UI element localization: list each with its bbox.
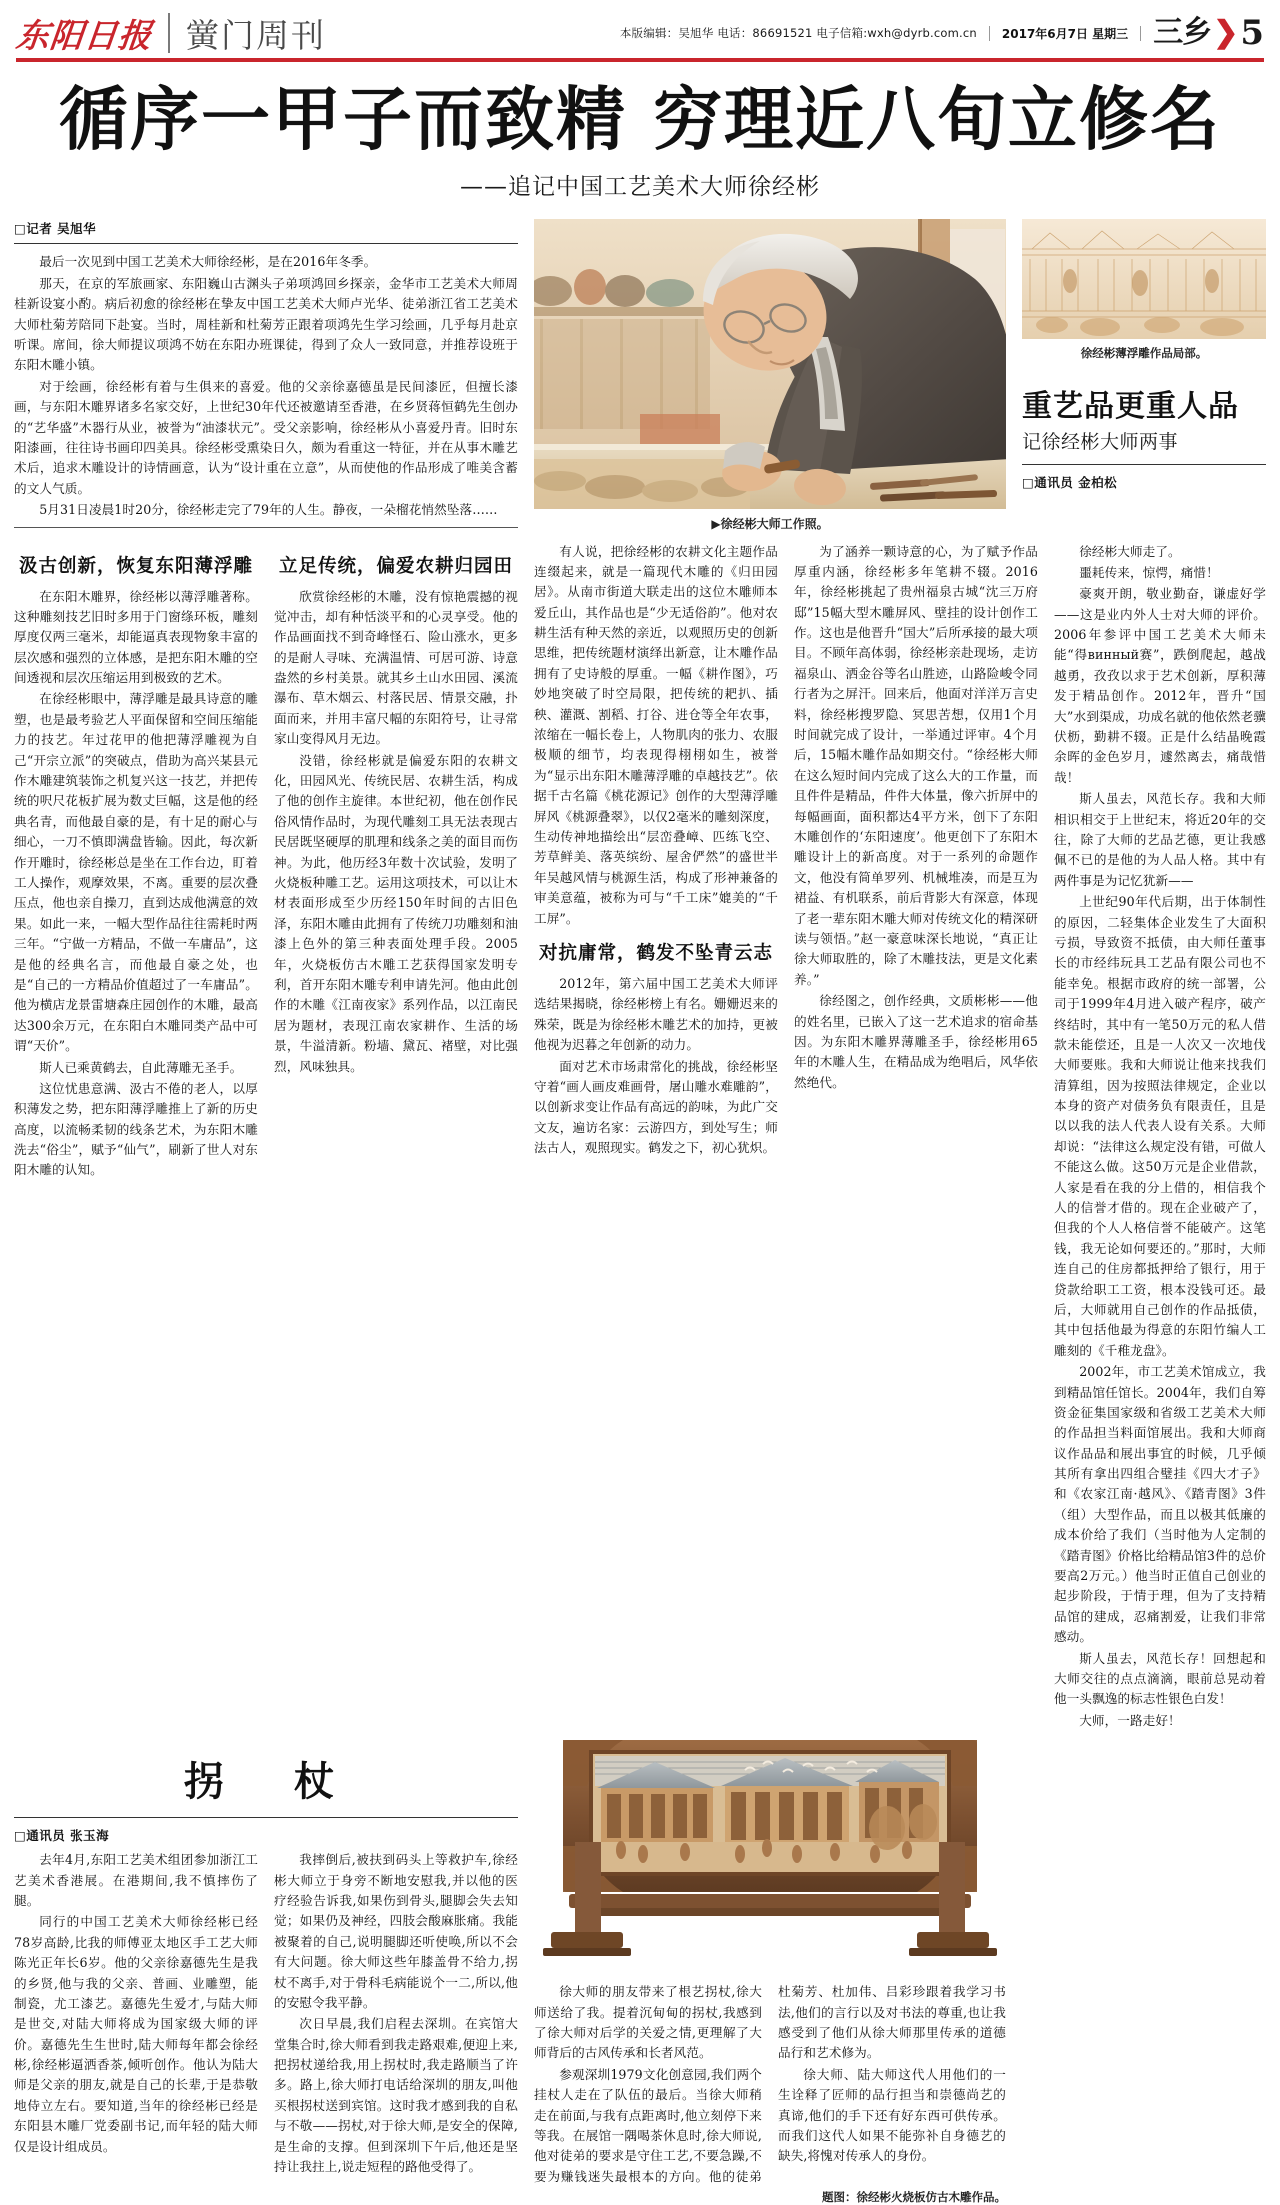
sidebar-article-title: 重艺品更重人品: [1022, 389, 1239, 425]
photo-relief-carving-detail: [1022, 219, 1266, 339]
sepia-photo-block: [1022, 219, 1266, 532]
section1-paragraph: 在徐经彬眼中，薄浮雕是最具诗意的雕塑，也是最考验艺人平面保留和空间压缩能力的技艺。年过花甲的他把薄浮雕视为自己“开宗立派”的突破点，借助为高兴某县元作木雕建筑装饰之机复兴这一技艺，并把传统的呎尺花板扩展为数丈巨幅，这是他的经典名青，而他最自豪的是，有十足的耐心与细心，一刀不慎即满盘皆输。因此，每次新作开雕时，徐经彬总是坐在工作台边，盯着工人操作，观摩效果，不离。重要的层次叠压点，他也亲自操刀，直到达成他满意的效果。如此一来，一幅大型作品往往需耗时两三年。“宁做一方精品，不做一车庸品”，这是他的经典名言，而他最自豪之处，也是“自己的一方精品价值超过了一车庸品”。他为横店龙景雷塘森庄园创作的木雕，最高达300余万元，在东阳白木雕同类产品中可谓“天价”。: [14, 691, 258, 1054]
page-number: 5: [1240, 13, 1264, 53]
masthead-divider: [168, 13, 170, 53]
lead-paragraph: 最后一次见到中国工艺美术大师徐经彬，是在2016年冬季。: [39, 254, 377, 270]
masthead-vertical-bar-2: [1140, 26, 1141, 41]
section-indicator: [1153, 13, 1264, 53]
guaizhang-paragraph: 我摔倒后,被扶到码头上等救护车,徐经彬大师立于身旁不断地安慰我,并以他的医疗经验告诉我,如果伤到骨头,腿脚会失去知觉；如果仍及神经，四肢会酸麻胀痛。我能被聚着的自己,说明腿脚还听使唤,所以不会有大问题。徐大师这些年膝盖骨不给力,拐杖不离手,对于骨科毛病能说个一二,所以,他的安慰令我平静。: [274, 1852, 518, 2010]
main-content-grid: [14, 219, 1266, 535]
lead-byline: □记者 吴旭华: [14, 221, 97, 237]
section-heading-3: 对抗庸常，鹤发不坠青云志: [538, 942, 773, 964]
section2-paragraph: 没错，徐经彬就是偏爱东阳的农耕文化，田园风光、传统民居、农耕生活，构成了他的创作主旋律。本世纪初，他在创作民俗风情作品时，为现代雕刻工具无法表现古民居既坚硬厚的肌理和线条之美的面目而伤神。为此，他历经3年数十次试验，发明了火烧板种雕工艺。运用这项技术，可以让木材表面形成至少历经150年时间的古旧色泽，东阳木雕由此拥有了传统刀功雕刻和油漆上色外的第三种表面处理手段。2005年，火烧板仿古木雕工艺获得国家发明专利，首开东阳木雕专利申请先河。他由此创作的木雕《江南夜家》系列作品，以江南民居为题材，表现江南农家耕作、生活的场景，牛溢清新。粉墙、黛瓦、褚壁，对比强烈，风味独具。: [274, 752, 518, 1074]
guaizhang-byline: □通讯员 张玉海: [14, 1828, 110, 1844]
guaizhang-paragraph: 徐大师的朋友带来了根艺拐杖,徐大师送给了我。提着沉甸甸的拐杖,我感到了徐大师对后学的关爱之情,更理解了大师背后的古风传承和长者风范。: [534, 1984, 762, 2061]
section1-paragraph: 在东阳木雕界，徐经彬以薄浮雕著称。这种雕刻技艺旧时多用于门窗绦环板，雕刻厚度仅两三毫米，却能逼真表现物象丰富的层次感和强烈的立体感，是把东阳木雕的空间透视和层次压缩运用到极致的艺术。: [14, 588, 258, 686]
column-2: [274, 542, 518, 1733]
guaizhang-body-lower: [534, 1982, 1006, 2187]
headline-block: [14, 62, 1266, 205]
guaizhang-paragraph: 同行的中国工艺美术大师徐经彬已经78岁高龄,比我的师傅亚太地区手工艺大师陈光正年长6岁。他的父亲徐嘉德先生是我的乡贤,他与我的父亲、普画、业雕塑，能制瓷，尤工漆艺。嘉德先生爱才,与陆大师是世交,对陆大师将成为国家级大师的评价。嘉德先生生世时,陆大师每年都会徐经彬,徐经彬逼洒香茶,倾听创作。他认为陆大师是父亲的朋友,就是自己的长辈,于是恭敬地侍立左右。要知道,当年的徐经彬已经是东阳县木雕厂党委副书记,而年轻的陆大师仅是设计组成员。: [14, 1914, 258, 2154]
sidebar-paragraph: 上世纪90年代后期，出于体制性的原因，二轻集体企业发生了大面积亏损，导致资不抵债，由大师任董事长的市经纬玩具工艺品有限公司也不能幸免。根据市政府的统一部署，公司于1999年4月进入破产程序，破产终结时，其中有一笔50万元的私人借款未能偿还，且是一人次又一次地伐大师要账。我和大师说让他来找我们清算组，因为按照法律规定，企业以本身的资产对债务负有限责任，且是以以我的法人代表人设有关系。大师却说：“法律这么规定没有错，可做人不能这么做。这50万元是企业借款，人家是看在我的分上借的，相信我个人的信誉才借的。现在企业破产了，但我的个人人格信誉不能破产。这笔钱，我无论如何要还的。”那时，大师连自己的住房都抵押给了银行，用于贷款给职工工资，根本没钱可还。最后，大师就用自己创作的作品抵债，其中包括他最为得意的东阳竹编人工雕刻的《千稚龙盘》。: [1054, 894, 1266, 1358]
supplement-title: 黉门周刊: [186, 16, 326, 55]
sidebar-paragraph: 2002年，市工艺美术馆成立，我到精品馆任馆长。2004年，我们自筹资金征集国家级和省级工艺美术大师的作品担当料面馆展出。我和大师商议作品品和展出事宜的时候，几乎倾其所有拿出四组合璧挂《四大才子》和《农家江南·越风》、《踏青图》3件（组）大型作品，而且以极其低廉的成本价给了我们（当时他为人定制的《踏青图》价格比给精品馆3件的总价要高2万元。）他当时正值自己创业的起步阶段，于情于理，但为了支持精品馆的建成，忍痛割爱，让我们非常感动。: [1054, 1364, 1266, 1645]
body-columns-grid: [14, 542, 1266, 1733]
guaizhang-article: [14, 1736, 518, 2205]
section3-paragraph: 2012年，第六届中国工艺美术大师评选结果揭晓，徐经彬榜上有名。姗姗迟来的殊荣，既是为徐经彬木雕艺术的加持，更被他视为迟暮之年创新的动力。: [534, 975, 778, 1053]
page-subtitle: ——追记中国工艺美术大师徐经彬: [460, 174, 820, 201]
section1-paragraph: 斯人已乘黄鹤去，自此薄雕无圣手。: [39, 1059, 243, 1075]
sidebar-paragraph: 豪爽开朗，敬业勤奋，谦虚好学——这是业内外人士对大师的评价。2006年参评中国工艺美术大师未能“得винный赛”，跌倒爬起，越战越勇，孜孜以求于艺术创新，厚积薄发于精品创作。2012年，晋升“国大”水到渠成，功成名就的他依然老骥伏枥，勤耕不辍。正是什么结晶晚霞余晖的金色岁月，遽然离去，痛哉惜哉！: [1054, 586, 1266, 785]
screen-photo-block: [534, 1736, 1006, 2205]
sidebar-byline: □通讯员 金柏松: [1022, 475, 1118, 491]
sidebar-paragraph: 斯人虽去，风范长存。我和大师相识相交于上世纪末，将近20年的交往，除了大师的艺品艺德，更让我感佩不已的是他的为人品人格。其中有两件事是为记忆犹新——: [1054, 791, 1266, 888]
lead-paragraph: 那天，在京的军旅画家、东阳巍山古渊头子弟项鸿回乡探亲，金华市工艺美术大师周桂新设宴小酌。病后初愈的徐经彬在挚友中国工艺美术大师卢光华、徒弟浙江省工艺美术大师杜菊芳陪同下赴宴。当时，周桂新和杜菊芳正跟着项鸿先生学习绘画，几乎每月赴京听课。席间，徐大师提议项鸿不妨在东阳办班课徒，得到了众人一致同意，并推荐设班于东阳木雕小镇。: [14, 275, 518, 373]
guaizhang-paragraph: 参观深圳1979文化创意园,我们两个挂杖人走在了队伍的最后。当徐大师稍走在前面,与我有点距离时,他立刻停下来等我。在展馆一隅喝茶休息时,徐大师说,他对徒弟的要求是守住工艺,不要急躁,不要为赚钱迷失最根本的方向。他的徒弟杜菊芳、杜加伟、吕彩珍跟着我学习书法,他们的言行以及对书法的尊重,也让我感受到了他们从徐大师那里传承的道德品行和艺术修为。: [534, 1984, 1006, 2184]
masthead-vertical-bar: [989, 26, 990, 41]
column-3: [534, 542, 778, 1733]
guaizhang-paragraph: 去年4月,东阳工艺美术组团参加浙江工艺美术香港展。在港期间,我不慎摔伤了腿。: [14, 1852, 258, 1908]
guaizhang-divider: [14, 1817, 518, 1818]
masthead-right: [619, 13, 1264, 56]
photo-master-at-work: [534, 219, 1006, 509]
section3-paragraph: 面对艺术市场肃常化的挑战，徐经彬坚守着“画人画皮难画骨，屠山雕水难雕韵”，以创新求变让作品有高远的韵味，为此广交文友，遍访名家：云游四方，到处写生；师法古人，观照现实。鹤发之下，初心犹炽。: [534, 1058, 778, 1156]
main-photo-caption: ▶徐经彬大师工作照。: [711, 517, 829, 532]
section-name: 三乡: [1153, 15, 1212, 50]
guaizhang-paragraph: 徐大师、陆大师这代人用他们的一生诠释了匠师的品行担当和崇德尚艺的真谛,他们的手下还有好东西可供传承。而我们这代人如果不能弥补自身德艺的缺失,将愧对传承人的身份。: [778, 2066, 1006, 2164]
lead-paragraph: 5月31日凌晨1时20分，徐经彬走完了79年的人生。静夜，一朵榴花悄然坠落……: [39, 502, 498, 518]
bottom-grid: [14, 1736, 1266, 2205]
sidebar-paragraph: 徐经彬大师走了。: [1079, 543, 1181, 559]
section-heading-1: 汲古创新，恢复东阳薄浮雕: [18, 555, 253, 577]
chevron-right-icon: ❯: [1213, 15, 1239, 50]
page-title: 循序一甲子而致精 穷理近八旬立修名: [58, 80, 1222, 160]
column-5-sidebar-body: [1054, 542, 1266, 1733]
sidebar-article-subtitle: 记徐经彬大师两事: [1022, 431, 1179, 454]
lead-article: [14, 219, 518, 535]
sidebar-paragraph: 斯人虽去，风范长存！回想起和大师交往的点点滴滴，眼前总晃动着他一头飘逸的标志性银色白发！: [1054, 1650, 1266, 1707]
newspaper-logo: 东阳日报: [14, 16, 155, 55]
section-heading-2: 立足传统，偏爱农耕归园田: [278, 555, 513, 577]
sidebar-divider: [1022, 464, 1266, 465]
publication-date: 2017年6月7日 星期三: [1001, 26, 1129, 41]
main-photo-block: [534, 219, 1006, 532]
bottom-right-column: [1022, 1736, 1266, 2205]
lead-divider: [14, 243, 518, 244]
sepia-photo-caption: 徐经彬薄浮雕作品局部。: [1080, 346, 1208, 361]
photo-carved-screen: [534, 1736, 1006, 1976]
top-right-area: [534, 219, 1266, 535]
editor-contact-line: 本版编辑：吴旭华 电话：86691521 电子信箱:wxh@dyrb.com.cn: [619, 26, 977, 40]
guaizhang-title: 拐 杖: [184, 1759, 362, 1806]
section3-paragraph: 为了涵养一颗诗意的心，为了赋予作品厚重内涵，徐经彬多年笔耕不辍。2016年，徐经彬挑起了贵州福泉古城“沈三万府邸”15幅大型木雕屏风、壁挂的设计创作工作。这也是他晋升“国大”后所承接的最大项目。不顾年高体弱，徐经彬亲赴现场，走访福泉山、洒金谷等名山胜迹，山路险峻令同行者为之屏汗。回来后，他面对洋洋万言史料，徐经彬搜罗隐、冥思苦想，仅用1个月时间就完成了设计，一举通过评审。4个月后，15幅木雕作品如期交付。“徐经彬大师在这么短时间内完成了这么大的工作量，而且件件是精品，件件大体量，像六折屏中的每幅画面，面积都达4平方米，创下了东阳木雕创作的‘东阳速度’。他更创下了东阳木雕设计上的新高度。对于一系列的命题作文，他没有简单罗列、机械堆凑，而是互为裙益、有机联系，前后背影大有深意，体现了老一辈东阳木雕大师对传统文化的精深研读与领悟。”赵一豪意味深长地说，“真正让徐大师取胜的，除了木雕技法，更是文化素养。”: [794, 543, 1038, 987]
lead-bottom-divider: [14, 527, 518, 528]
column-4: [794, 542, 1038, 1733]
section3-paragraph: 徐经图之，创作经典，文质彬彬——他的姓名里，已嵌入了这一艺术追求的宿命基因。为东阳木雕界薄雕圣手，徐经彬用65年的木雕人生，在精品成为绝唱后，风华依然绝代。: [794, 993, 1038, 1090]
sidebar-paragraph: 噩耗传来，惊愕，痛惜！: [1079, 564, 1219, 580]
column-1: [14, 542, 258, 1733]
masthead: [14, 0, 1266, 56]
screen-photo-caption: 题图：徐经彬火烧板仿古木雕作品。: [822, 2190, 1006, 2205]
masthead-left: [16, 13, 326, 56]
section2-paragraph: 欣赏徐经彬的木雕，没有惊艳震撼的视觉冲击，却有种恬淡平和的心灵享受。他的作品画面找不到奇峰怪石、险山涨水，更多的是耐人寻味、充满温情、可居可游、诗意盎然的乡村美景。就其乡土山水田园、溪流瀑布、草木烟云、村落民居、情景交融，扑面而来，并用丰富尺幅的东阳符号，让寻常家山变得风月无边。: [274, 588, 518, 747]
guaizhang-body: [14, 1850, 518, 2177]
lead-paragraph: 对于绘画，徐经彬有着与生俱来的喜爱。他的父亲徐嘉德虽是民间漆匠，但擅长漆画，与东阳木雕界诸多名家交好，上世纪30年代还被邀请至香港，在乡贤蒋恒鹤先生创办的“艺华盛”木器行从业，被誉为“油漆状元”。受父亲影响，徐经彬从小喜爱丹青。旧时东阳漆画，往往诗书画印四美具。徐经彬受熏染日久，颇为看重这一特征，并在从事木雕艺术后，追求木雕设计的诗情画意，认为“设计重在立意”，从而使他的作品形成了唯美含蓄的文人气质。: [14, 378, 518, 496]
section1-paragraph: 这位忧患意满、汲古不倦的老人，以厚积薄发之势，把东阳薄浮雕推上了新的历史高度，以流畅柔韧的线条艺术，为东阳木雕洗去“俗尘”，赋予“仙气”，刷新了世人对东阳木雕的认知。: [14, 1080, 258, 1178]
sidebar-paragraph: 大师，一路走好！: [1079, 1712, 1181, 1728]
section2-paragraph: 有人说，把徐经彬的农耕文化主题作品连缀起来，就是一篇现代木雕的《归田园居》。从南市街道大联走出的这位木雕师本爱丘山，其作品也是“少无适俗韵”。他对农耕生活有种天然的亲近，以观照历史的创新思维，把传统题材演绎出新意，让木雕作品拥有了史诗般的厚重。一幅《耕作图》，巧妙地突破了时空局限，把传统的耙扒、插秧、灌溉、割稻、打谷、进仓等全年农事，浓缩在一幅长卷上，人物肌肉的张力、农服极顺的细节，均表现得栩栩如生，被誉为“显示出东阳木雕薄浮雕的卓越技艺”。依据千古名篇《桃花源记》创作的大型薄浮雕屏风《桃源叠翠》，以仅2毫米的雕刻深度，生动传神地描绘出“层峦叠嶂、匹练飞空、芳草鲜美、落英缤纷、屋舍俨然”的盛世半年吴越风情与桃源生活，构成了形神兼备的审美意蕴，被称为可与“千工床”媲美的“千工屏”。: [534, 543, 778, 926]
guaizhang-paragraph: 次日早晨,我们启程去深圳。在宾馆大堂集合时,徐大师看到我走路艰难,便迎上来,把拐杖递给我,用上拐杖时,我走路顺当了许多。路上,徐大师打电话给深圳的朋友,叫他买根拐杖送到宾馆。这时我才感到我的自私与不敬——拐杖,对于徐大师,是安全的保障,是生命的支撑。但到深圳下午后,他还是坚持让我拄上,说走短程的路他受得了。: [274, 2016, 518, 2175]
